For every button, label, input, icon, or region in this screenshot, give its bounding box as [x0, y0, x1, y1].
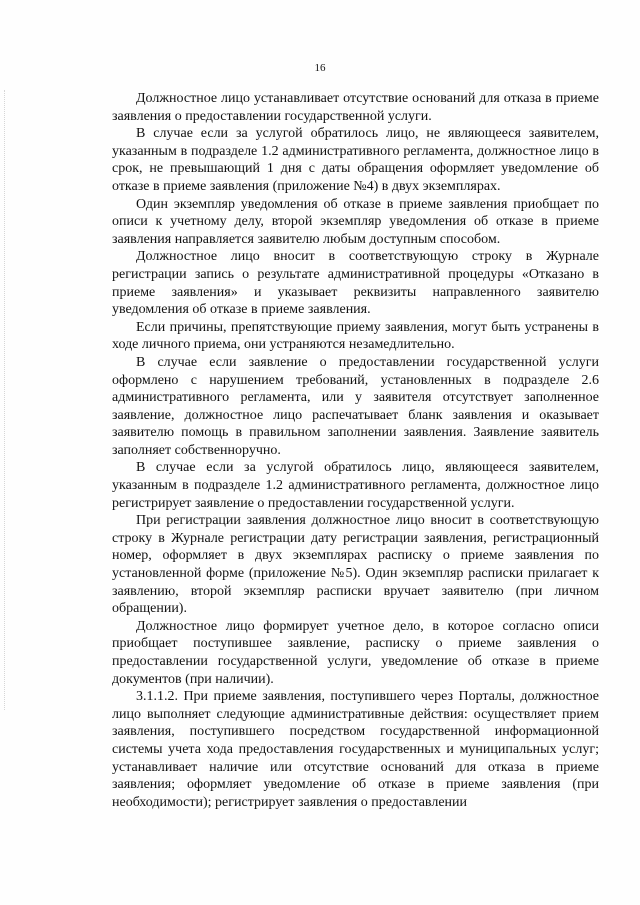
- paragraph: Должностное лицо формирует учетное дело, в которое согласно описи приобщает поступившее заявление, расписку о приеме заявления о предоставлении государственной услуги, уведомление об отказе в приеме документов (при наличии).: [112, 618, 599, 687]
- scan-edge-marks: [4, 90, 7, 710]
- paragraph: Должностное лицо устанавливает отсутствие оснований для отказа в приеме заявления о предоставлении государственной услуги.: [112, 91, 599, 124]
- paragraph: В случае если заявление о предоставлении государственной услуги оформлено с нарушением требований, установленных в подразделе 2.6 административного регламента, или у заявителя отсутствует заполненное заявление, должностное лицо распечатывает бланк заявления и оказывает заявителю помощь в правильном заполнении заявления. Заявление заявитель заполняет собственноручно.: [112, 354, 599, 458]
- paragraph: Если причины, препятствующие приему заявления, могут быть устранены в ходе личного приема, они устраняются незамедлительно.: [112, 319, 599, 353]
- paragraph: 3.1.1.2. При приеме заявления, поступившего через Порталы, должностное лицо выполняет следующие административные действия: осуществляет прием заявления, поступившего посредством государственной информационной системы учета хода предоставления государственных и муниципальных услуг; устанавливает наличие или отсутствие оснований для отказа в приеме заявления; оформляет уведомление об отказе в приеме заявления (при необходимости); регистрирует заявления о предоставлении: [112, 689, 599, 810]
- paragraph: В случае если за услугой обратилось лицо, являющееся заявителем, указанным в подразделе 1.2 административного регламента, должностное лицо регистрирует заявление о предоставлении государственной услуги.: [112, 460, 599, 511]
- paragraph: Один экземпляр уведомления об отказе в приеме заявления приобщает по описи к учетному делу, второй экземпляр уведомления об отказе в приеме заявления направляется заявителю любым доступным способом.: [112, 196, 599, 247]
- paragraph: Должностное лицо вносит в соответствующую строку в Журнале регистрации запись о результате административной процедуры «Отказано в приеме заявления» и указывает реквизиты направленного заявителю уведомления об отказе в приеме заявления.: [112, 249, 599, 318]
- paragraph: В случае если за услугой обратилось лицо, не являющееся заявителем, указанным в подразделе 1.2 административного регламента, должностное лицо в срок, не превышающий 1 дня с даты обращения оформляет уведомление об отказе в приеме заявления (приложение №4) в двух экземплярах.: [112, 126, 599, 194]
- page-number: 16: [314, 62, 326, 74]
- paragraph: При регистрации заявления должностное лицо вносит в соответствующую строку в Журнале регистрации дату регистрации заявления, регистрационный номер, оформляет в двух экземплярах расписку о приеме заявления по установленной форме (приложение №5). Один экземпляр расписки прилагает к заявлению, второй экземпляр расписки вручает заявителю (при личном обращении).: [112, 513, 599, 617]
- document-body: [112, 90, 599, 811]
